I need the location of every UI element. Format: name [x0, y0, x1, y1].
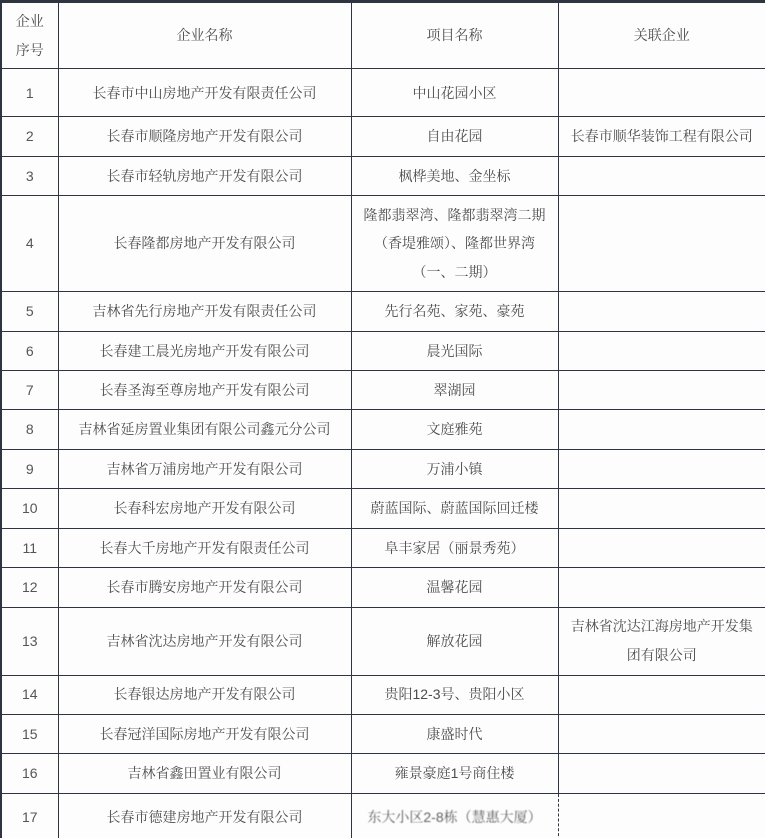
project-cell — [351, 754, 558, 794]
table-row — [1, 449, 765, 488]
serial-cell-text: 2 — [25, 128, 34, 145]
company-cell-text: 长春市腾安房地产开发有限公司 — [106, 579, 303, 596]
serial-cell-text: 15 — [21, 725, 38, 742]
project-cell-text: 温馨花园 — [426, 579, 483, 596]
company-cell — [58, 292, 351, 331]
company-cell — [58, 754, 351, 794]
project-cell — [351, 449, 558, 488]
table-row — [1, 292, 765, 331]
serial-cell — [1, 607, 58, 675]
serial-cell-text: 12 — [21, 579, 38, 596]
related-cell — [558, 196, 765, 292]
project-cell-text: 雍景豪庭1号商住楼 — [394, 765, 515, 782]
project-cell — [351, 675, 558, 714]
company-cell — [58, 715, 351, 754]
column-header-company: 企业名称 — [58, 2, 351, 69]
project-cell-text: 贵阳12-3号、贵阳小区 — [384, 686, 525, 703]
company-cell-text: 长春圣海至尊房地产开发有限公司 — [99, 381, 310, 398]
project-cell-text: 阜丰家居（丽景秀苑） — [384, 539, 525, 556]
serial-cell — [1, 117, 58, 156]
company-cell-text: 长春市轻轨房地产开发有限公司 — [106, 167, 303, 184]
table-row — [1, 196, 765, 292]
project-cell — [351, 156, 558, 195]
table-row — [1, 410, 765, 449]
project-cell — [351, 331, 558, 370]
project-cell-text: 晨光国际 — [426, 342, 483, 359]
serial-cell-text: 3 — [25, 167, 34, 184]
project-cell-text: 东大小区2-8栋（慧惠大厦） — [367, 809, 542, 826]
serial-cell-text: 11 — [22, 539, 38, 556]
serial-cell-text: 8 — [25, 421, 34, 438]
company-cell — [58, 331, 351, 370]
company-cell-text: 长春科宏房地产开发有限公司 — [113, 500, 296, 517]
company-cell-text: 吉林省先行房地产开发有限责任公司 — [92, 303, 317, 320]
serial-cell — [1, 69, 58, 117]
company-cell — [58, 489, 351, 528]
serial-cell-text: 1 — [25, 84, 34, 101]
company-cell — [58, 196, 351, 292]
serial-cell-text: 16 — [21, 765, 38, 782]
related-cell — [558, 607, 765, 675]
column-header-serial: 企业序号 — [1, 2, 58, 69]
table-row — [1, 754, 765, 794]
serial-cell — [1, 528, 58, 567]
serial-cell — [1, 675, 58, 714]
company-cell-text: 长春建工晨光房地产开发有限公司 — [99, 342, 310, 359]
serial-cell-text: 9 — [25, 460, 34, 477]
project-cell — [351, 117, 558, 156]
serial-cell-text: 6 — [25, 342, 34, 359]
project-cell-text: 翠湖园 — [433, 381, 476, 398]
company-cell — [58, 528, 351, 567]
related-cell — [558, 528, 765, 567]
company-cell — [58, 410, 351, 449]
company-cell-text: 长春冠洋国际房地产开发有限公司 — [99, 725, 310, 742]
related-cell — [558, 292, 765, 331]
related-cell — [558, 156, 765, 195]
serial-cell — [1, 331, 58, 370]
project-cell-text: 康盛时代 — [426, 725, 483, 742]
serial-cell — [1, 410, 58, 449]
company-cell — [58, 568, 351, 607]
project-cell-text: 解放花园 — [426, 632, 483, 649]
company-cell — [58, 117, 351, 156]
company-cell — [58, 371, 351, 410]
related-cell — [558, 449, 765, 488]
project-cell — [351, 568, 558, 607]
company-cell — [58, 794, 351, 838]
company-cell-text: 长春大千房地产开发有限责任公司 — [99, 539, 310, 556]
serial-cell-text: 17 — [21, 809, 38, 826]
project-cell — [351, 410, 558, 449]
project-cell-text: 万浦小镇 — [426, 460, 483, 477]
serial-cell — [1, 371, 58, 410]
company-cell-text: 长春市德建房地产开发有限公司 — [106, 809, 303, 826]
related-cell — [558, 69, 765, 117]
serial-cell — [1, 196, 58, 292]
project-cell — [351, 794, 558, 838]
company-cell-text: 吉林省鑫田置业有限公司 — [127, 765, 282, 782]
table-header-row — [1, 2, 765, 69]
company-cell-text: 吉林省万浦房地产开发有限公司 — [106, 460, 303, 477]
project-cell-text: 中山花园小区 — [412, 84, 497, 101]
related-cell — [558, 675, 765, 714]
company-cell — [58, 156, 351, 195]
serial-cell — [1, 489, 58, 528]
company-cell-text: 长春银达房地产开发有限公司 — [113, 686, 296, 703]
project-cell — [351, 528, 558, 567]
serial-cell-text: 10 — [21, 500, 38, 517]
project-cell — [351, 371, 558, 410]
project-cell — [351, 715, 558, 754]
serial-cell — [1, 156, 58, 195]
column-header-project: 项目名称 — [351, 2, 558, 69]
table-row — [1, 568, 765, 607]
company-cell-text: 长春市顺隆房地产开发有限公司 — [106, 128, 303, 145]
company-cell — [58, 449, 351, 488]
serial-cell-text: 5 — [25, 303, 34, 320]
serial-cell — [1, 568, 58, 607]
serial-cell — [1, 292, 58, 331]
related-cell — [558, 754, 765, 794]
company-cell — [58, 675, 351, 714]
serial-cell-text: 4 — [25, 235, 34, 252]
related-cell — [558, 715, 765, 754]
serial-cell-text: 14 — [21, 686, 38, 703]
project-cell-text: 隆都翡翠湾、隆都翡翠湾二期（香堤雅颂）、隆都世界湾（一、二期） — [363, 206, 546, 281]
related-cell — [558, 794, 765, 838]
company-cell-text: 长春隆都房地产开发有限公司 — [113, 235, 296, 252]
table-row — [1, 331, 765, 370]
project-cell-text: 自由花园 — [426, 128, 483, 145]
serial-cell-text: 13 — [21, 632, 38, 649]
project-cell-text: 枫桦美地、金坐标 — [398, 167, 511, 184]
related-cell-text: 吉林省沈达江海房地产开发集团有限公司 — [570, 618, 753, 664]
company-cell-text: 长春市中山房地产开发有限责任公司 — [92, 84, 317, 101]
table-row — [1, 715, 765, 754]
table-row — [1, 675, 765, 714]
related-cell — [558, 410, 765, 449]
related-cell — [558, 371, 765, 410]
serial-cell — [1, 794, 58, 838]
related-cell — [558, 117, 765, 156]
table-row — [1, 607, 765, 675]
related-cell — [558, 331, 765, 370]
company-cell — [58, 69, 351, 117]
project-cell-text: 先行名苑、家苑、豪苑 — [384, 303, 525, 320]
project-cell-text: 文庭雅苑 — [426, 421, 483, 438]
project-cell — [351, 196, 558, 292]
table-row — [1, 156, 765, 195]
column-header-related: 关联企业 — [558, 2, 765, 69]
serial-cell — [1, 754, 58, 794]
serial-cell-text: 7 — [25, 381, 34, 398]
related-cell-text: 长春市顺华装饰工程有限公司 — [570, 128, 753, 145]
project-cell — [351, 292, 558, 331]
project-cell — [351, 69, 558, 117]
company-cell — [58, 607, 351, 675]
project-cell — [351, 607, 558, 675]
table-row — [1, 69, 765, 117]
serial-cell — [1, 449, 58, 488]
related-cell — [558, 568, 765, 607]
project-cell-text: 蔚蓝国际、蔚蓝国际回迁楼 — [370, 500, 539, 517]
table-row — [1, 371, 765, 410]
project-cell — [351, 489, 558, 528]
company-cell-text: 吉林省延房置业集团有限公司鑫元分公司 — [78, 421, 331, 438]
table-body — [1, 69, 765, 838]
company-cell-text: 吉林省沈达房地产开发有限公司 — [106, 632, 303, 649]
serial-cell — [1, 715, 58, 754]
table-row — [1, 794, 765, 838]
table-row — [1, 489, 765, 528]
table-row — [1, 528, 765, 567]
table-row — [1, 117, 765, 156]
related-cell — [558, 489, 765, 528]
